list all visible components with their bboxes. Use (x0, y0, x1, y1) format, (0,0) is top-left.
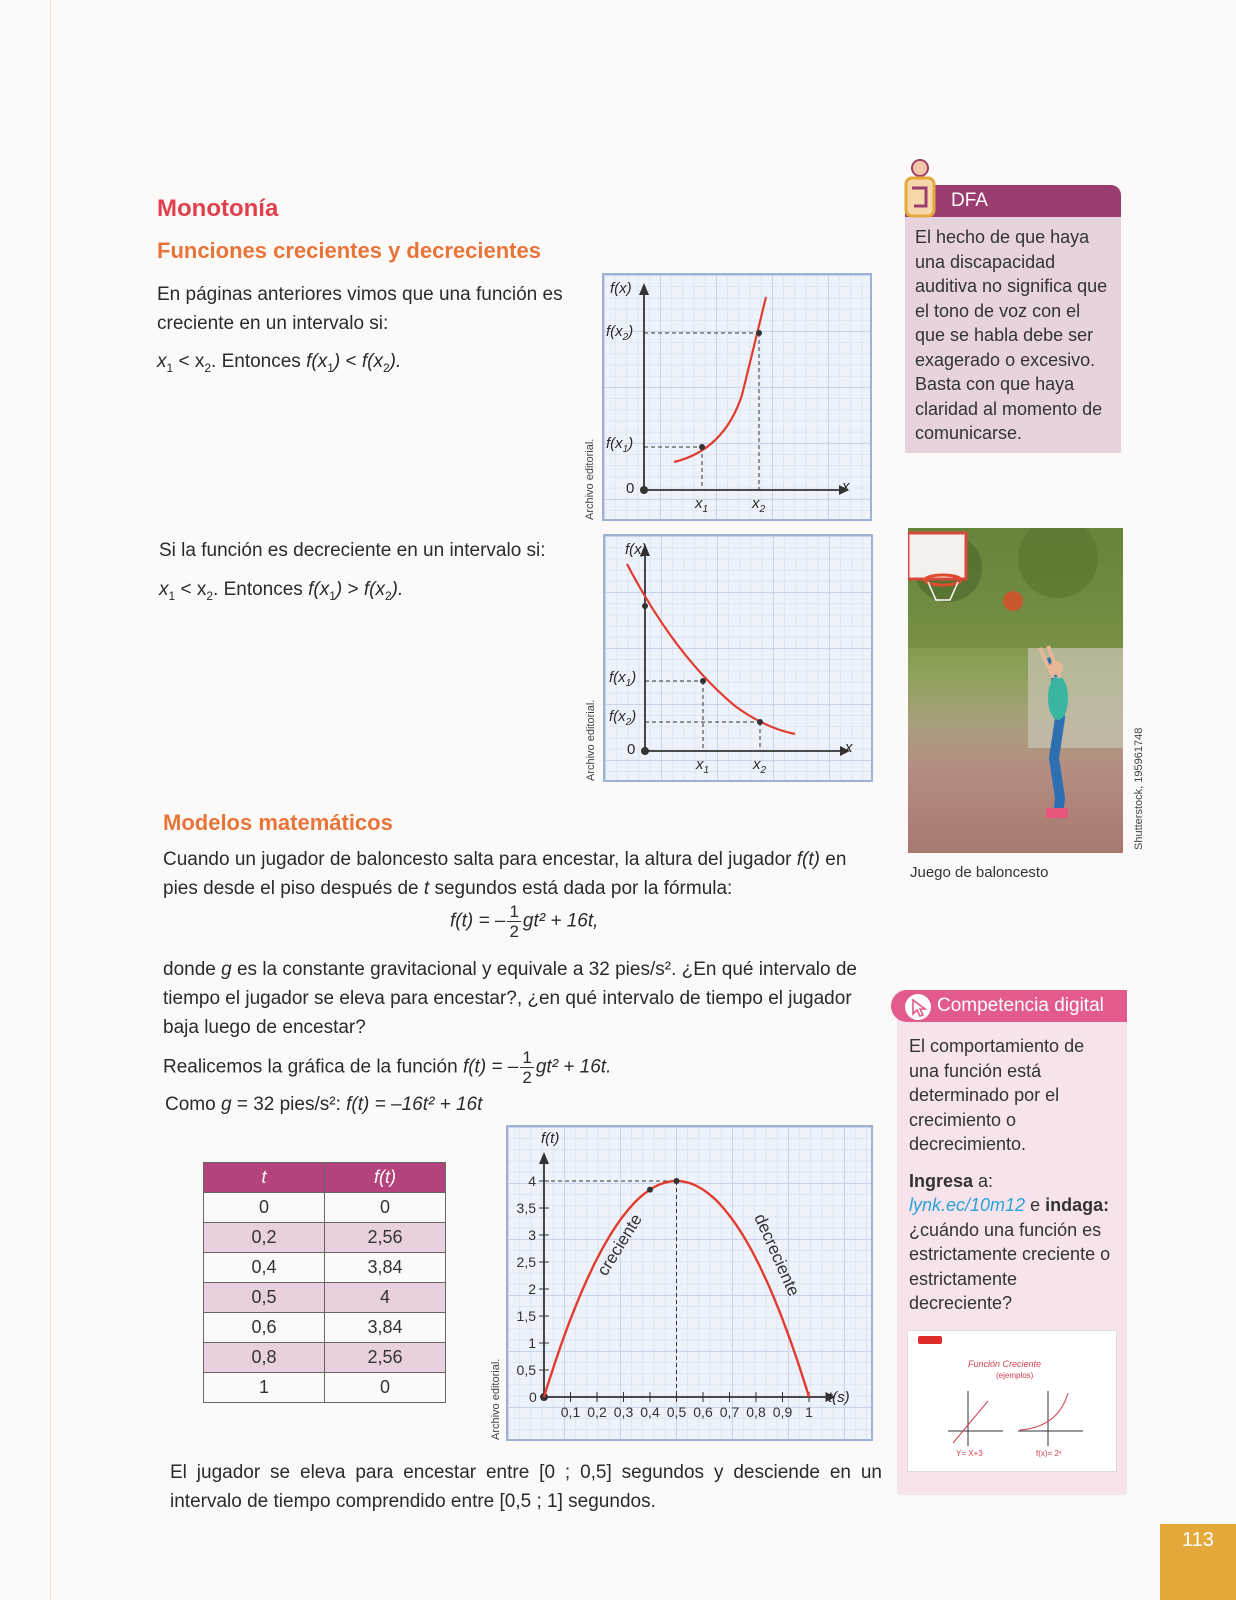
table-row (204, 1343, 446, 1373)
y-tick-label: 3 (528, 1227, 536, 1243)
x-tick-label: 0,2 (587, 1404, 607, 1420)
subtitle: Funciones crecientes y decrecientes (157, 238, 541, 263)
cursor-icon (905, 994, 931, 1020)
dfa-card (905, 185, 1121, 453)
data-point (647, 1187, 653, 1193)
increasing-condition: $x_1 < x_2$. Entonces $f(x_1) < f(x_2)$. (157, 351, 402, 375)
video-thumbnail[interactable] (907, 1330, 1117, 1472)
decreasing-condition: $x_1 < x_2$. Entonces $f(x_1) > f(x_2)$. (159, 579, 404, 603)
table-cell: 0 (325, 1193, 446, 1223)
values-table (203, 1162, 446, 1403)
x-tick-label: 0,3 (613, 1404, 634, 1420)
thumb-eq2: f(x)= 2ˣ (1036, 1448, 1062, 1458)
x-tick-label: 0,6 (693, 1404, 713, 1420)
chart-y-label: f(t) (541, 1130, 560, 1147)
x-tick-label: 1 (805, 1404, 813, 1420)
graph-line: Realicemos la gráfica de la función f(t) = – $\frac{1}{2}$ gt² + 16t. (163, 1048, 612, 1087)
table-row (204, 1313, 446, 1343)
graph2-y-label: f(x) (625, 541, 647, 558)
table-header-cell: f(t) (325, 1163, 446, 1193)
y-tick-label: 1 (528, 1335, 536, 1351)
section-title: Monotonía (157, 195, 279, 222)
graph2-x-label: x (845, 739, 853, 756)
origin-label: 0 (529, 1389, 537, 1405)
graph1-x1-label: $x_1$ (695, 495, 709, 515)
credit-archivo-1: Archivo editorial. (584, 438, 596, 520)
y-tick-label: 3,5 (516, 1200, 536, 1216)
basketball-photo (908, 528, 1123, 853)
table-cell: 0,8 (204, 1343, 325, 1373)
annotation-decreciente: decreciente (750, 1210, 804, 1299)
table-header-cell: t (204, 1163, 325, 1193)
models-title: Modelos matemáticos (163, 810, 393, 835)
table-cell: 0,2 (204, 1223, 325, 1253)
x-tick-label: 0,8 (746, 1404, 766, 1420)
page-number: 113 (1160, 1524, 1236, 1600)
table-cell: 0,4 (204, 1253, 325, 1283)
table-cell: 3,84 (325, 1313, 446, 1343)
table-cell: 2,56 (325, 1223, 446, 1253)
graph2-x2-label: $x_2$ (753, 756, 767, 776)
y-tick-label: 2 (528, 1281, 536, 1297)
x-tick-label: 0,4 (640, 1404, 660, 1420)
graph2-fx1-label: $f(x_1)$ (609, 669, 637, 689)
graph-increasing (602, 273, 872, 521)
digital-ingresa: Ingresa a: lynk.ec/10m12 e indaga: ¿cuándo una función es estrictamente creciente o estrictamente decreciente? (909, 1170, 1111, 1313)
digital-title: Competencia digital (891, 990, 1127, 1022)
y-axis-arrow (539, 1152, 549, 1164)
table-cell: 3,84 (325, 1253, 446, 1283)
graph2-origin: 0 (627, 741, 636, 758)
graph-decreasing (603, 534, 873, 782)
dfa-icon (898, 158, 942, 222)
y-tick-label: 4 (528, 1173, 536, 1189)
graph1-fx1-label: $f(x_1)$ (606, 435, 634, 455)
graph1-origin: 0 (626, 480, 635, 497)
table-row (204, 1373, 446, 1403)
table-row (204, 1223, 446, 1253)
conclusion-text: El jugador se eleva para encestar entre [0 ; 0,5] segundos y desciende en un intervalo de tiempo comprendido entre [0,5 ; 1] segundos. (170, 1462, 882, 1512)
dfa-text: El hecho de que haya una discapacidad auditiva no significa que el tono de voz con el que se habla debe ser exagerado o excesivo. Basta con que haya claridad al momento de comunicarse. (905, 217, 1121, 453)
table-row (204, 1193, 446, 1223)
x-tick-label: 0,7 (719, 1404, 740, 1420)
g-line: Como g = 32 pies/s²: f(t) = –16t² + 16t (165, 1094, 483, 1115)
table-row (204, 1283, 446, 1313)
decreasing-text: Si la función es decreciente en un intervalo si: (159, 540, 546, 561)
y-tick-label: 0,5 (516, 1362, 536, 1378)
photo-credit: Shutterstock, 195961748 (1133, 727, 1145, 850)
margin-line (50, 0, 51, 1600)
graph2-fx2-label: $f(x_2)$ (609, 708, 637, 728)
photo-caption: Juego de baloncesto (910, 864, 1049, 881)
graph1-x2-label: $x_2$ (752, 495, 766, 515)
table-cell: 4 (325, 1283, 446, 1313)
digital-link[interactable]: lynk.ec/10m12 (909, 1195, 1026, 1215)
graph2-x1-label: $x_1$ (696, 756, 710, 776)
credit-archivo-3: Archivo editorial. (490, 1358, 502, 1440)
annotation-creciente: creciente (593, 1210, 646, 1280)
credit-archivo-2: Archivo editorial. (585, 699, 597, 781)
table-cell: 0 (325, 1373, 446, 1403)
table-cell: 0 (204, 1193, 325, 1223)
chart-x-label: t(s) (828, 1389, 850, 1406)
y-tick-label: 2,5 (516, 1254, 536, 1270)
x-tick-label: 0,5 (666, 1404, 687, 1420)
digital-card (897, 990, 1127, 1495)
table-row (204, 1253, 446, 1283)
formula: f(t) = – $\frac{1}{2}$ gt² + 16t, (450, 902, 599, 941)
y-tick-label: 1,5 (516, 1308, 536, 1324)
graph1-fx2-label: $f(x_2)$ (606, 323, 634, 343)
dfa-title: DFA (905, 185, 1121, 217)
data-point (674, 1178, 680, 1184)
table-header (204, 1163, 446, 1193)
graph1-x-label: x (842, 478, 850, 495)
thumb-sub: (ejemplos) (996, 1370, 1034, 1380)
graph1-y-label: f(x) (610, 280, 632, 297)
table-cell: 0,5 (204, 1283, 325, 1313)
x-tick-label: 0,1 (560, 1404, 581, 1420)
models-text-2: donde g es la constante gravitacional y equivale a 32 pies/s². ¿En qué intervalo de tiempo el jugador se eleva para encestar?, ¿en qué intervalo de tiempo el jugador baja luego de encestar? (163, 959, 857, 1038)
thumb-eq1: Y= X+3 (956, 1448, 983, 1458)
thumb-title: Función Creciente (968, 1358, 1042, 1369)
models-text-1: Cuando un jugador de baloncesto salta para encestar, la altura del jugador f(t) en pies desde el piso después de t segundos está dada por la fórmula: (163, 849, 847, 899)
x-tick-label: 0,9 (772, 1404, 793, 1420)
table-cell: 1 (204, 1373, 325, 1403)
table-cell: 0,6 (204, 1313, 325, 1343)
intro-text: En páginas anteriores vimos que una función es creciente en un intervalo si: (157, 284, 563, 334)
table-cell: 2,56 (325, 1343, 446, 1373)
parabola-chart (506, 1125, 873, 1441)
digital-text: El comportamiento de una función está determinado por el crecimiento o decrecimiento. (909, 1036, 1085, 1154)
